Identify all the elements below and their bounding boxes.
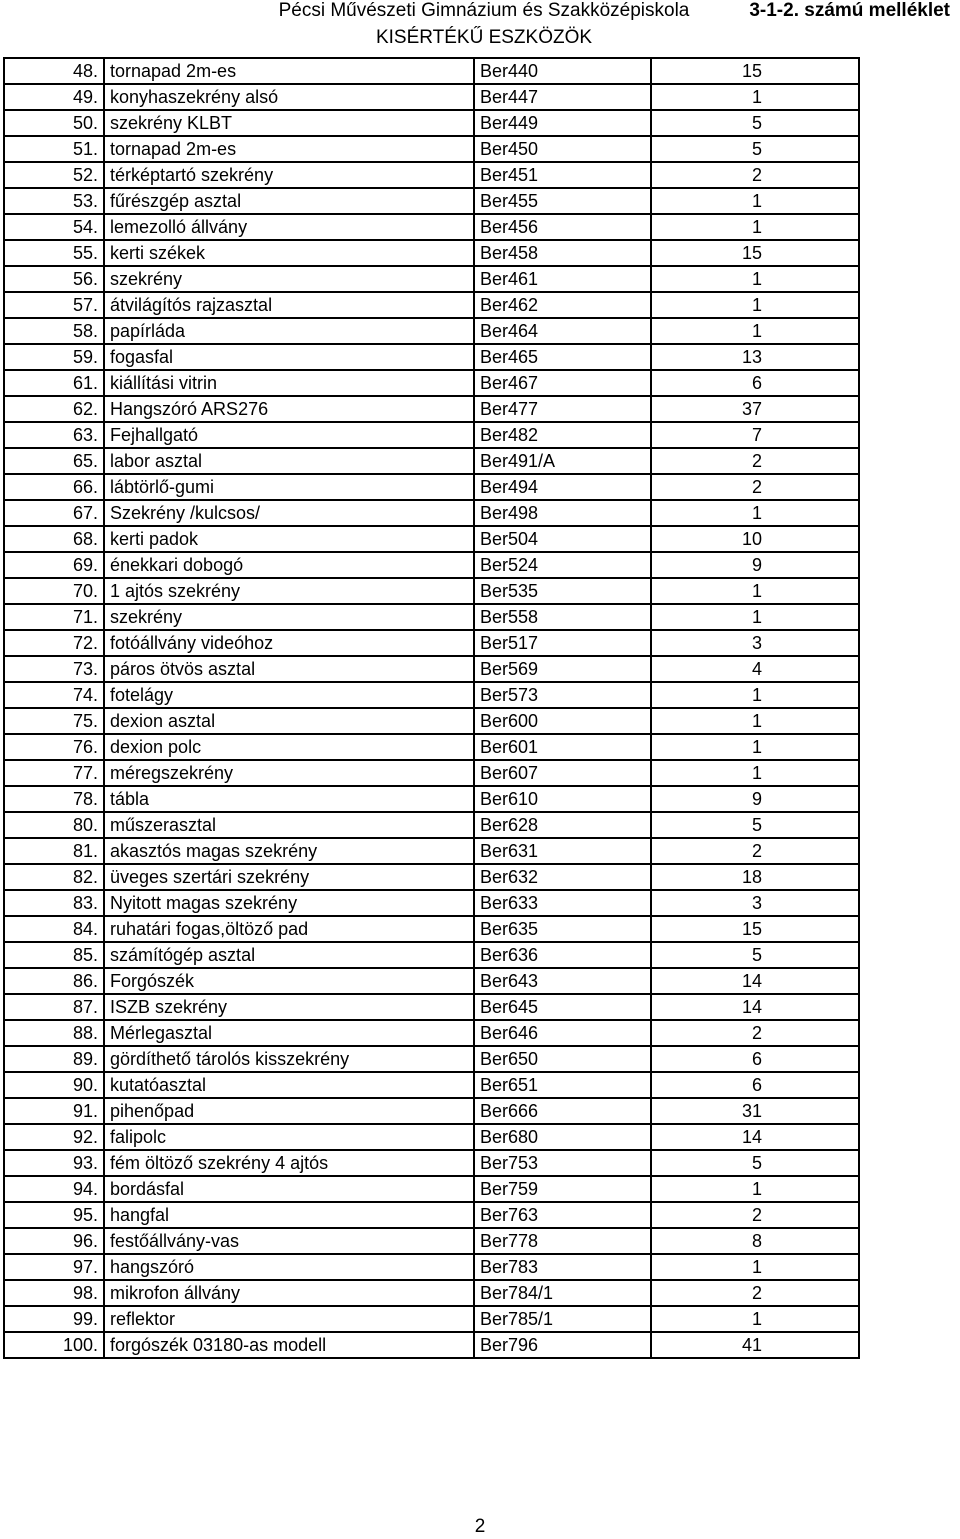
item-name: labor asztal: [104, 448, 474, 474]
item-name: mikrofon állvány: [104, 1280, 474, 1306]
item-quantity: 9: [651, 552, 859, 578]
row-number: 90.: [4, 1072, 104, 1098]
item-quantity: 1: [651, 266, 859, 292]
table-row: [4, 422, 859, 448]
table-row: [4, 448, 859, 474]
item-name: tornapad 2m-es: [104, 136, 474, 162]
row-number: 83.: [4, 890, 104, 916]
row-number: 96.: [4, 1228, 104, 1254]
item-name: lábtörlő-gumi: [104, 474, 474, 500]
table-row: [4, 656, 859, 682]
row-number: 48.: [4, 58, 104, 84]
row-number: 81.: [4, 838, 104, 864]
inventory-code: Ber524: [474, 552, 651, 578]
inventory-code: Ber477: [474, 396, 651, 422]
row-number: 68.: [4, 526, 104, 552]
table-row: [4, 812, 859, 838]
inventory-code: Ber451: [474, 162, 651, 188]
item-quantity: 14: [651, 994, 859, 1020]
table-row: [4, 370, 859, 396]
item-name: hangfal: [104, 1202, 474, 1228]
table-row: [4, 292, 859, 318]
item-quantity: 6: [651, 370, 859, 396]
table-row: [4, 1150, 859, 1176]
inventory-code: Ber600: [474, 708, 651, 734]
table-row: [4, 162, 859, 188]
inventory-code: Ber763: [474, 1202, 651, 1228]
item-name: akasztós magas szekrény: [104, 838, 474, 864]
item-quantity: 1: [651, 500, 859, 526]
inventory-code: Ber449: [474, 110, 651, 136]
inventory-code: Ber458: [474, 240, 651, 266]
row-number: 92.: [4, 1124, 104, 1150]
table-row: [4, 1176, 859, 1202]
table-row: [4, 214, 859, 240]
item-name: énekkari dobogó: [104, 552, 474, 578]
item-quantity: 2: [651, 1202, 859, 1228]
item-quantity: 1: [651, 1306, 859, 1332]
inventory-code: Ber440: [474, 58, 651, 84]
item-name: dexion polc: [104, 734, 474, 760]
item-quantity: 2: [651, 1020, 859, 1046]
item-name: Forgószék: [104, 968, 474, 994]
table-row: [4, 526, 859, 552]
inventory-code: Ber456: [474, 214, 651, 240]
item-name: tornapad 2m-es: [104, 58, 474, 84]
item-quantity: 14: [651, 968, 859, 994]
item-quantity: 1: [651, 708, 859, 734]
inventory-code: Ber601: [474, 734, 651, 760]
row-number: 51.: [4, 136, 104, 162]
table-row: [4, 1306, 859, 1332]
item-quantity: 2: [651, 1280, 859, 1306]
item-quantity: 10: [651, 526, 859, 552]
item-quantity: 6: [651, 1046, 859, 1072]
inventory-code: Ber504: [474, 526, 651, 552]
inventory-code: Ber569: [474, 656, 651, 682]
item-quantity: 5: [651, 942, 859, 968]
table-row: [4, 734, 859, 760]
row-number: 66.: [4, 474, 104, 500]
row-number: 93.: [4, 1150, 104, 1176]
item-name: tábla: [104, 786, 474, 812]
item-name: ruhatári fogas,öltöző pad: [104, 916, 474, 942]
inventory-code: Ber482: [474, 422, 651, 448]
item-name: papírláda: [104, 318, 474, 344]
table-row: [4, 604, 859, 630]
row-number: 77.: [4, 760, 104, 786]
item-quantity: 41: [651, 1332, 859, 1358]
row-number: 58.: [4, 318, 104, 344]
item-quantity: 1: [651, 84, 859, 110]
row-number: 97.: [4, 1254, 104, 1280]
item-name: Hangszóró ARS276: [104, 396, 474, 422]
item-quantity: 1: [651, 292, 859, 318]
inventory-code: Ber461: [474, 266, 651, 292]
inventory-code: Ber753: [474, 1150, 651, 1176]
table-row: [4, 578, 859, 604]
row-number: 69.: [4, 552, 104, 578]
table-row: [4, 188, 859, 214]
item-name: páros ötvös asztal: [104, 656, 474, 682]
table-row: [4, 630, 859, 656]
row-number: 63.: [4, 422, 104, 448]
row-number: 95.: [4, 1202, 104, 1228]
row-number: 85.: [4, 942, 104, 968]
row-number: 56.: [4, 266, 104, 292]
row-number: 91.: [4, 1098, 104, 1124]
item-name: fotóállvány videóhoz: [104, 630, 474, 656]
row-number: 76.: [4, 734, 104, 760]
row-number: 54.: [4, 214, 104, 240]
row-number: 52.: [4, 162, 104, 188]
item-quantity: 2: [651, 448, 859, 474]
row-number: 61.: [4, 370, 104, 396]
table-row: [4, 136, 859, 162]
table-row: [4, 994, 859, 1020]
row-number: 49.: [4, 84, 104, 110]
item-name: kerti padok: [104, 526, 474, 552]
page-number: 2: [474, 1516, 486, 1537]
row-number: 72.: [4, 630, 104, 656]
item-quantity: 37: [651, 396, 859, 422]
item-quantity: 14: [651, 1124, 859, 1150]
item-name: számítógép asztal: [104, 942, 474, 968]
item-quantity: 1: [651, 760, 859, 786]
item-quantity: 5: [651, 110, 859, 136]
table-row: [4, 1228, 859, 1254]
inventory-code: Ber636: [474, 942, 651, 968]
table-row: [4, 786, 859, 812]
row-number: 62.: [4, 396, 104, 422]
item-quantity: 15: [651, 58, 859, 84]
item-name: ISZB szekrény: [104, 994, 474, 1020]
inventory-code: Ber467: [474, 370, 651, 396]
inventory-code: Ber450: [474, 136, 651, 162]
inventory-code: Ber610: [474, 786, 651, 812]
row-number: 59.: [4, 344, 104, 370]
table-row: [4, 1332, 859, 1358]
table-row: [4, 890, 859, 916]
table-row: [4, 1254, 859, 1280]
item-quantity: 1: [651, 1254, 859, 1280]
item-quantity: 5: [651, 812, 859, 838]
row-number: 57.: [4, 292, 104, 318]
item-name: szekrény: [104, 604, 474, 630]
row-number: 74.: [4, 682, 104, 708]
table-row: [4, 396, 859, 422]
inventory-code: Ber651: [474, 1072, 651, 1098]
item-name: 1 ajtós szekrény: [104, 578, 474, 604]
row-number: 86.: [4, 968, 104, 994]
row-number: 89.: [4, 1046, 104, 1072]
row-number: 99.: [4, 1306, 104, 1332]
item-name: Szekrény /kulcsos/: [104, 500, 474, 526]
row-number: 70.: [4, 578, 104, 604]
inventory-table-body: [4, 58, 859, 1358]
inventory-code: Ber635: [474, 916, 651, 942]
row-number: 55.: [4, 240, 104, 266]
inventory-code: Ber759: [474, 1176, 651, 1202]
inventory-code: Ber778: [474, 1228, 651, 1254]
row-number: 87.: [4, 994, 104, 1020]
item-quantity: 18: [651, 864, 859, 890]
table-row: [4, 864, 859, 890]
item-name: Mérlegasztal: [104, 1020, 474, 1046]
table-row: [4, 1072, 859, 1098]
inventory-code: Ber607: [474, 760, 651, 786]
item-quantity: 2: [651, 162, 859, 188]
item-name: Fejhallgató: [104, 422, 474, 448]
table-row: [4, 682, 859, 708]
item-quantity: 31: [651, 1098, 859, 1124]
item-quantity: 15: [651, 916, 859, 942]
item-name: szekrény: [104, 266, 474, 292]
item-quantity: 5: [651, 136, 859, 162]
item-name: Nyitott magas szekrény: [104, 890, 474, 916]
row-number: 88.: [4, 1020, 104, 1046]
inventory-code: Ber628: [474, 812, 651, 838]
row-number: 78.: [4, 786, 104, 812]
item-name: forgószék 03180-as modell: [104, 1332, 474, 1358]
item-quantity: 1: [651, 188, 859, 214]
inventory-code: Ber785/1: [474, 1306, 651, 1332]
item-name: méregszekrény: [104, 760, 474, 786]
item-name: üveges szertári szekrény: [104, 864, 474, 890]
inventory-code: Ber491/A: [474, 448, 651, 474]
inventory-code: Ber646: [474, 1020, 651, 1046]
item-quantity: 13: [651, 344, 859, 370]
table-row: [4, 318, 859, 344]
row-number: 75.: [4, 708, 104, 734]
inventory-code: Ber447: [474, 84, 651, 110]
item-name: reflektor: [104, 1306, 474, 1332]
inventory-code: Ber455: [474, 188, 651, 214]
inventory-code: Ber666: [474, 1098, 651, 1124]
inventory-code: Ber631: [474, 838, 651, 864]
item-name: lemezolló állvány: [104, 214, 474, 240]
item-name: gördíthető tárolós kisszekrény: [104, 1046, 474, 1072]
item-quantity: 15: [651, 240, 859, 266]
table-row: [4, 344, 859, 370]
row-number: 50.: [4, 110, 104, 136]
item-quantity: 3: [651, 890, 859, 916]
item-quantity: 3: [651, 630, 859, 656]
table-row: [4, 84, 859, 110]
inventory-code: Ber680: [474, 1124, 651, 1150]
item-name: kerti székek: [104, 240, 474, 266]
row-number: 65.: [4, 448, 104, 474]
document-title: KISÉRTÉKŰ ESZKÖZÖK: [375, 27, 593, 48]
inventory-code: Ber650: [474, 1046, 651, 1072]
item-name: konyhaszekrény alsó: [104, 84, 474, 110]
item-name: kutatóasztal: [104, 1072, 474, 1098]
table-row: [4, 968, 859, 994]
row-number: 53.: [4, 188, 104, 214]
item-quantity: 9: [651, 786, 859, 812]
item-quantity: 1: [651, 318, 859, 344]
item-quantity: 7: [651, 422, 859, 448]
table-row: [4, 1020, 859, 1046]
item-name: festőállvány-vas: [104, 1228, 474, 1254]
inventory-code: Ber643: [474, 968, 651, 994]
inventory-code: Ber633: [474, 890, 651, 916]
table-row: [4, 240, 859, 266]
item-quantity: 1: [651, 1176, 859, 1202]
inventory-code: Ber558: [474, 604, 651, 630]
item-quantity: 1: [651, 578, 859, 604]
table-row: [4, 942, 859, 968]
inventory-code: Ber783: [474, 1254, 651, 1280]
table-row: [4, 916, 859, 942]
inventory-code: Ber535: [474, 578, 651, 604]
item-quantity: 2: [651, 838, 859, 864]
item-name: hangszóró: [104, 1254, 474, 1280]
table-row: [4, 1124, 859, 1150]
item-quantity: 1: [651, 682, 859, 708]
table-row: [4, 552, 859, 578]
table-row: [4, 760, 859, 786]
row-number: 84.: [4, 916, 104, 942]
inventory-table: [3, 57, 860, 1359]
row-number: 100.: [4, 1332, 104, 1358]
row-number: 82.: [4, 864, 104, 890]
table-row: [4, 1280, 859, 1306]
item-quantity: 2: [651, 474, 859, 500]
item-name: átvilágítós rajzasztal: [104, 292, 474, 318]
item-quantity: 1: [651, 734, 859, 760]
item-quantity: 8: [651, 1228, 859, 1254]
table-row: [4, 1046, 859, 1072]
inventory-code: Ber494: [474, 474, 651, 500]
item-name: szekrény KLBT: [104, 110, 474, 136]
annex-label: 3-1-2. számú melléklet: [749, 0, 950, 21]
inventory-code: Ber573: [474, 682, 651, 708]
row-number: 80.: [4, 812, 104, 838]
item-name: fogasfal: [104, 344, 474, 370]
row-number: 73.: [4, 656, 104, 682]
item-quantity: 4: [651, 656, 859, 682]
item-name: térképtartó szekrény: [104, 162, 474, 188]
table-row: [4, 708, 859, 734]
table-row: [4, 266, 859, 292]
item-name: műszerasztal: [104, 812, 474, 838]
table-row: [4, 838, 859, 864]
item-quantity: 5: [651, 1150, 859, 1176]
table-row: [4, 1098, 859, 1124]
row-number: 98.: [4, 1280, 104, 1306]
inventory-code: Ber462: [474, 292, 651, 318]
inventory-code: Ber796: [474, 1332, 651, 1358]
item-quantity: 1: [651, 604, 859, 630]
inventory-code: Ber632: [474, 864, 651, 890]
table-row: [4, 474, 859, 500]
table-row: [4, 500, 859, 526]
inventory-code: Ber498: [474, 500, 651, 526]
item-name: fém öltöző szekrény 4 ajtós: [104, 1150, 474, 1176]
inventory-code: Ber784/1: [474, 1280, 651, 1306]
table-row: [4, 110, 859, 136]
item-name: fűrészgép asztal: [104, 188, 474, 214]
inventory-code: Ber517: [474, 630, 651, 656]
table-row: [4, 1202, 859, 1228]
item-name: kiállítási vitrin: [104, 370, 474, 396]
item-quantity: 6: [651, 1072, 859, 1098]
item-name: pihenőpad: [104, 1098, 474, 1124]
item-name: falipolc: [104, 1124, 474, 1150]
item-name: fotelágy: [104, 682, 474, 708]
school-name: Pécsi Művészeti Gimnázium és Szakközépiskola: [278, 0, 690, 21]
table-row: [4, 58, 859, 84]
inventory-code: Ber645: [474, 994, 651, 1020]
row-number: 67.: [4, 500, 104, 526]
item-name: dexion asztal: [104, 708, 474, 734]
inventory-code: Ber465: [474, 344, 651, 370]
item-quantity: 1: [651, 214, 859, 240]
item-name: bordásfal: [104, 1176, 474, 1202]
inventory-code: Ber464: [474, 318, 651, 344]
row-number: 71.: [4, 604, 104, 630]
row-number: 94.: [4, 1176, 104, 1202]
